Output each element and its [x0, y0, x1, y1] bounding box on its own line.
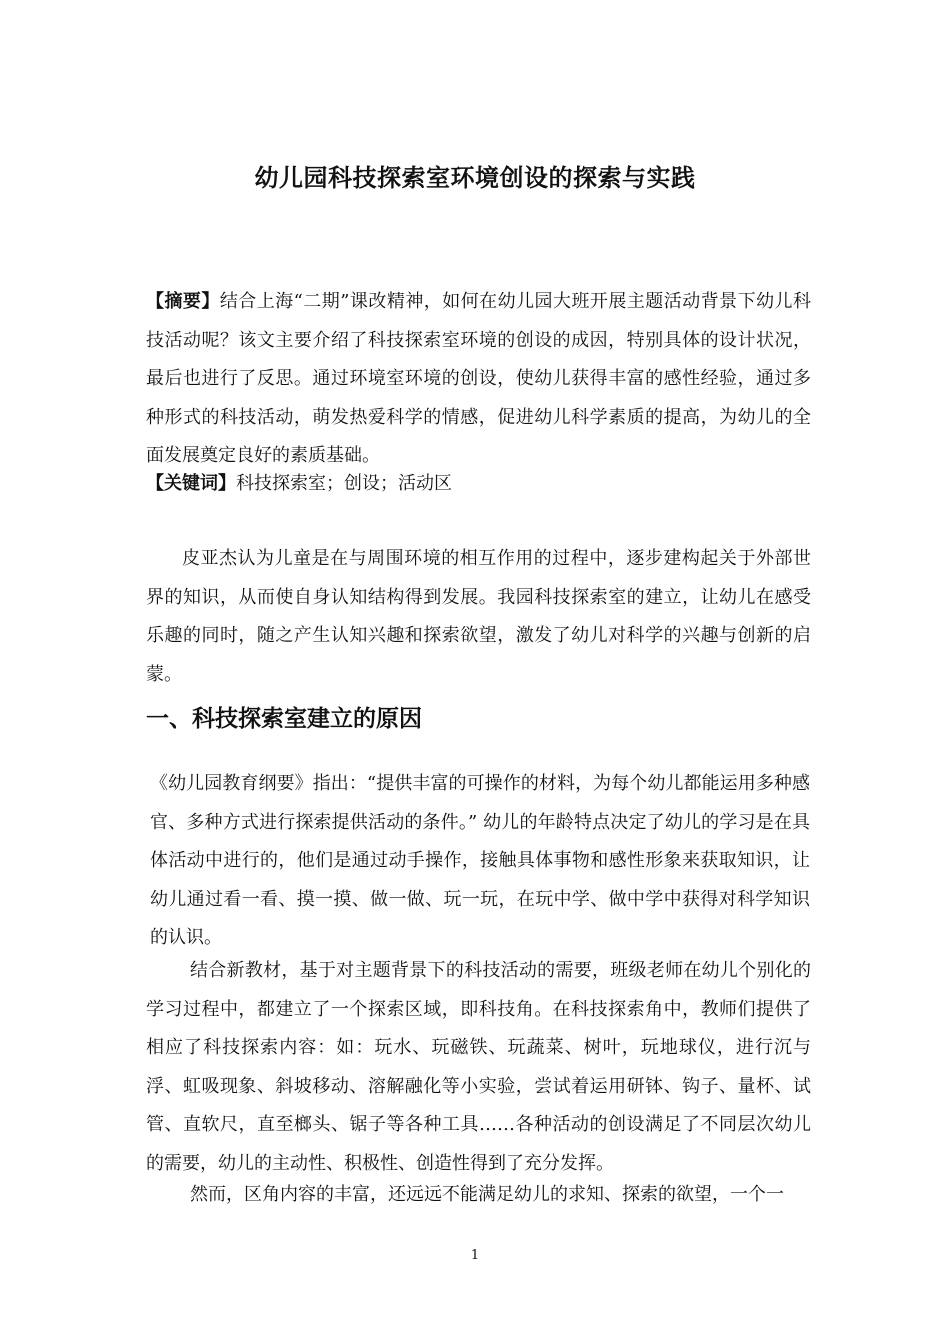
keywords-line [146, 469, 811, 499]
abstract-paragraph [146, 283, 811, 476]
body-paragraph-1: 《幼儿园教育纲要》指出：“提供丰富的可操作的材料，为每个幼儿都能运用多种感官、多种方式进行探索提供活动的条件。” 幼儿的年龄特点决定了幼儿的学习是在具体活动中进行的，他们是通过动手操作，接触具体事物和感性形象来获取知识，让幼儿通过看一看、摸一摸、做一做、玩一玩，在玩中学、做中学中获得对科学知识的认识。 [150, 773, 810, 948]
page-number: 1 [470, 1248, 480, 1263]
intro-paragraph: 皮亚杰认为儿童是在与周围环境的相互作用的过程中，逐步建构起关于外部世界的知识，从而使自身认知结构得到发展。我园科技探索室的建立，让幼儿在感受乐趣的同时，随之产生认知兴趣和探索欲望，激发了幼儿对科学的兴趣与创新的启蒙。 [146, 548, 811, 685]
keywords-text: 科技探索室；创设；活动区 [236, 473, 452, 494]
abstract-text: 结合上海“二期”课改精神，如何在幼儿园大班开展主题活动背景下幼儿科技活动呢？该文主要介绍了科技探索室环境的创设的成因，特别具体的设计状况，最后也进行了反思。通过环境室环境的创设，使幼儿获得丰富的感性经验，通过多种形式的科技活动，萌发热爱科学的情感，促进幼儿科学素质的提高，为幼儿的全面发展奠定良好的素质基础。 [146, 291, 811, 466]
keywords-label: 【关键词】 [146, 473, 236, 494]
document-title: 幼儿园科技探索室环境创设的探索与实践 [254, 164, 696, 192]
section-heading: 一、科技探索室建立的原因 [146, 706, 422, 732]
body-paragraph-2: 结合新教材，基于对主题背景下的科技活动的需要，班级老师在幼儿个别化的学习过程中，都建立了一个探索区域，即科技角。在科技探索角中，教师们提供了相应了科技探索内容：如：玩水、玩磁铁、玩蔬菜、树叶，玩地球仪，进行沉与浮、虹吸现象、斜坡移动、溶解融化等小实验，尝试着运用研钵、钩子、量杯、试管、直软尺，直至榔头、锯子等各种工具……各种活动的创设满足了不同层次幼儿的需要，幼儿的主动性、积极性、创造性得到了充分发挥。 [146, 960, 811, 1174]
body-paragraph-3: 然而，区角内容的丰富，还远远不能满足幼儿的求知、探索的欲望，一个一 [190, 1184, 784, 1205]
abstract-label: 【摘要】 [146, 291, 220, 312]
